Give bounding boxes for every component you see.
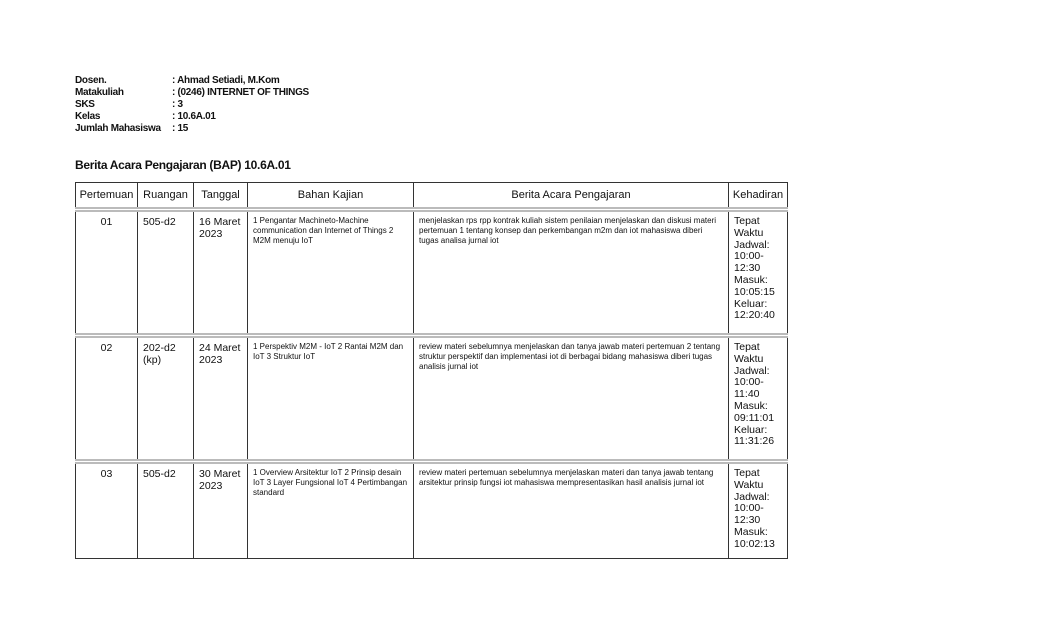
kehadiran-line: Jadwal: — [734, 490, 770, 503]
kehadiran-line: 10:05:15 — [734, 285, 775, 298]
kelas-value: : 10.6A.01 — [172, 111, 216, 122]
dosen-value: : Ahmad Setiadi, M.Kom — [172, 75, 280, 86]
header-berita-acara: Berita Acara Pengajaran — [414, 183, 729, 210]
table-row — [76, 336, 788, 462]
header-pertemuan: Pertemuan — [76, 183, 138, 210]
jumlah-mahasiswa-label: Jumlah Mahasiswa — [75, 123, 161, 134]
kehadiran-line: Waktu — [734, 478, 764, 491]
bap-table — [75, 182, 788, 559]
kehadiran-line: Waktu — [734, 352, 764, 365]
header-tanggal: Tanggal — [194, 183, 248, 210]
cell-kehadiran — [729, 336, 788, 462]
kelas-label: Kelas — [75, 111, 101, 122]
table-row — [76, 462, 788, 559]
cell-berita-acara: menjelaskan rps rpp kontrak kuliah sistem penilaian menjelaskan dan diskusi materi pertemuan 1 tentang konsep dan perkembangan m2m dan iot mahasiswa diberi tugas analisa jurnal iot — [414, 210, 729, 336]
kehadiran-line: Masuk: — [734, 399, 768, 412]
cell-tanggal: 24 Maret 2023 — [194, 336, 248, 462]
cell-pertemuan: 03 — [76, 462, 138, 559]
cell-kehadiran — [729, 210, 788, 336]
cell-berita-acara: review materi pertemuan sebelumnya menjelaskan materi dan tanya jawab tentang arsitektur prinsip fungsi iot mahasiswa mempresentasikan hasil analisis jurnal iot — [414, 462, 729, 559]
kehadiran-line: Tepat — [734, 467, 760, 479]
kehadiran-line: 11:40 — [734, 388, 760, 401]
kehadiran-line: 12:30 — [734, 262, 761, 275]
header-kehadiran: Kehadiran — [729, 183, 788, 210]
kehadiran-line: Jadwal: — [734, 364, 770, 377]
kehadiran-line: 10:02:13 — [734, 537, 775, 550]
kehadiran-line: 10:00- — [734, 376, 764, 389]
kehadiran-line: 10:00- — [734, 250, 764, 263]
jumlah-mahasiswa-value: : 15 — [172, 123, 189, 134]
kehadiran-line: 11:31:26 — [734, 435, 775, 448]
cell-bahan-kajian: 1 Pengantar Machineto-Machine communication dan Internet of Things 2 M2M menuju IoT — [248, 210, 414, 336]
cell-ruangan: 505-d2 — [138, 462, 194, 559]
jumlah-mahasiswa-row — [75, 123, 309, 135]
sks-label: SKS — [75, 99, 95, 110]
cell-ruangan: 202-d2 (kp) — [138, 336, 194, 462]
kehadiran-line: Jadwal: — [734, 238, 770, 251]
kehadiran-line: Masuk: — [734, 273, 768, 286]
matakuliah-value: : (0246) INTERNET OF THINGS — [172, 87, 309, 98]
kehadiran-line: Tepat — [734, 215, 760, 227]
kehadiran-line: Keluar: — [734, 297, 768, 310]
kehadiran-line: Tepat — [734, 341, 760, 353]
kehadiran-line: 12:20:40 — [734, 309, 775, 322]
kehadiran-line: 09:11:01 — [734, 411, 775, 424]
matakuliah-label: Matakuliah — [75, 87, 124, 98]
cell-kehadiran — [729, 462, 788, 559]
matakuliah-row — [75, 87, 309, 99]
sks-row — [75, 99, 309, 111]
kehadiran-line: 12:30 — [734, 514, 761, 527]
bap-title: Berita Acara Pengajaran (BAP) 10.6A.01 — [75, 158, 291, 172]
table-row — [76, 210, 788, 336]
kehadiran-line: Keluar: — [734, 423, 768, 436]
cell-tanggal: 16 Maret 2023 — [194, 210, 248, 336]
cell-pertemuan: 01 — [76, 210, 138, 336]
kehadiran-line: Masuk: — [734, 525, 768, 538]
kehadiran-line: 10:00- — [734, 502, 764, 515]
cell-bahan-kajian: 1 Perspektiv M2M - IoT 2 Rantai M2M dan IoT 3 Struktur IoT — [248, 336, 414, 462]
header-ruangan: Ruangan — [138, 183, 194, 210]
kelas-row — [75, 111, 309, 123]
header-bahan-kajian: Bahan Kajian — [248, 183, 414, 210]
sks-value: : 3 — [172, 99, 183, 110]
dosen-label: Dosen. — [75, 75, 107, 86]
table-header-row — [76, 183, 788, 210]
cell-ruangan: 505-d2 — [138, 210, 194, 336]
course-info — [75, 75, 309, 135]
cell-tanggal: 30 Maret 2023 — [194, 462, 248, 559]
cell-pertemuan: 02 — [76, 336, 138, 462]
dosen-row — [75, 75, 309, 87]
kehadiran-line: Waktu — [734, 226, 764, 239]
cell-bahan-kajian: 1 Overview Arsitektur IoT 2 Prinsip desain IoT 3 Layer Fungsional IoT 4 Pertimbangan standard — [248, 462, 414, 559]
cell-berita-acara: review materi sebelumnya menjelaskan dan tanya jawab materi pertemuan 2 tentang struktur perspektif dan implementasi iot di berbagai bidang mahasiswa diberi tugas analisis jurnal iot — [414, 336, 729, 462]
